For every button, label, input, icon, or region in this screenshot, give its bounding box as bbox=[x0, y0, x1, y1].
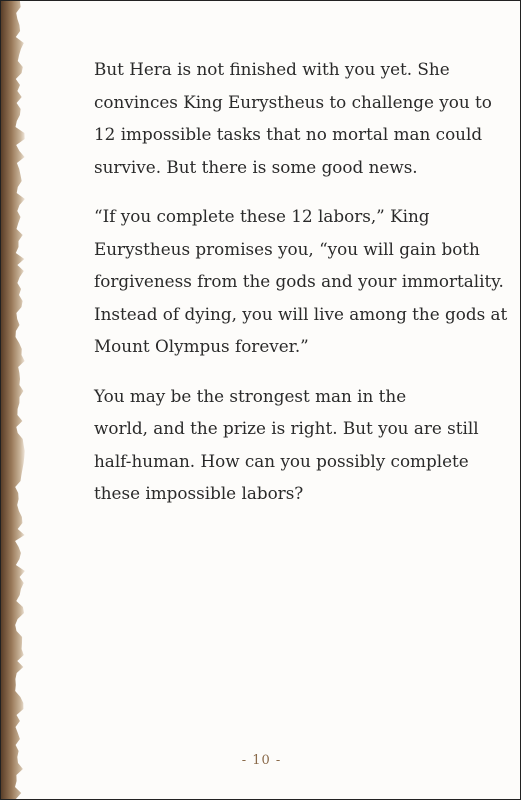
text-line: these impossible labors? bbox=[94, 483, 304, 503]
text-line: world, and the prize is right. But you are still bbox=[94, 418, 479, 438]
text-line: survive. But there is some good news. bbox=[94, 156, 418, 177]
text-line: half-human. How can you possibly complete bbox=[94, 450, 469, 471]
torn-page-edge bbox=[1, 1, 31, 800]
page-number: - 10 - bbox=[241, 753, 282, 768]
text-line: 12 impossible tasks that no mortal man could bbox=[94, 124, 483, 144]
text-line: Instead of dying, you will live among the gods at bbox=[94, 303, 508, 324]
paragraph-1 bbox=[58, 53, 492, 183]
text-line: Eurystheus promises you, “you will gain both bbox=[94, 238, 480, 259]
text-line: But Hera is not finished with you yet. She bbox=[94, 59, 450, 79]
text-line: “If you complete these 12 labors,” King bbox=[94, 206, 430, 226]
body-text bbox=[58, 53, 508, 527]
text-line: You may be the strongest man in the bbox=[94, 385, 407, 406]
text-line: Mount Olympus forever.” bbox=[94, 336, 309, 356]
text-line: forgiveness from the gods and your immortality. bbox=[94, 271, 504, 291]
paragraph-2 bbox=[58, 200, 508, 363]
text-line: convinces King Eurystheus to challenge you to bbox=[94, 91, 492, 112]
paragraph-3 bbox=[58, 380, 479, 510]
